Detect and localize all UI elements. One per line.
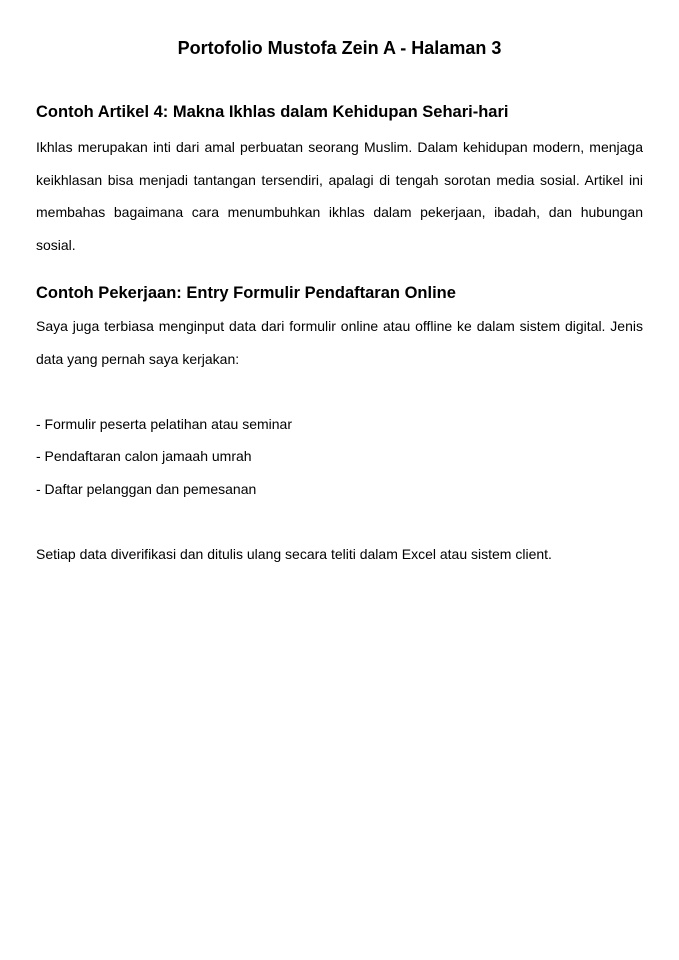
- job-intro: Saya juga terbiasa menginput data dari formulir online atau offline ke dalam sistem digital. Jenis data yang pernah saya kerjakan:: [36, 318, 643, 367]
- article-heading: Contoh Artikel 4: Makna Ikhlas dalam Kehidupan Sehari-hari: [36, 103, 509, 121]
- blank-line: [36, 505, 643, 538]
- list-item: - Formulir peserta pelatihan atau seminar: [36, 415, 293, 432]
- article-body: Ikhlas merupakan inti dari amal perbuatan seorang Muslim. Dalam kehidupan modern, menjaga keikhlasan bisa menjadi tantangan tersendiri, apalagi di tengah sorotan media sosial. Artikel ini membahas bagaimana cara menumbuhkan ikhlas dalam pekerjaan, ibadah, dan hubungan sosial.: [36, 139, 643, 253]
- job-closing: Setiap data diverifikasi dan ditulis ulang secara teliti dalam Excel atau sistem client.: [36, 545, 552, 562]
- job-heading: Contoh Pekerjaan: Entry Formulir Pendaftaran Online: [36, 284, 456, 302]
- job-item-list: [36, 408, 643, 506]
- list-item: - Pendaftaran calon jamaah umrah: [36, 448, 252, 464]
- list-item: - Daftar pelanggan dan pemesanan: [36, 480, 257, 497]
- blank-line: [36, 375, 643, 408]
- page-title: Portofolio Mustofa Zein A - Halaman 3: [177, 38, 502, 58]
